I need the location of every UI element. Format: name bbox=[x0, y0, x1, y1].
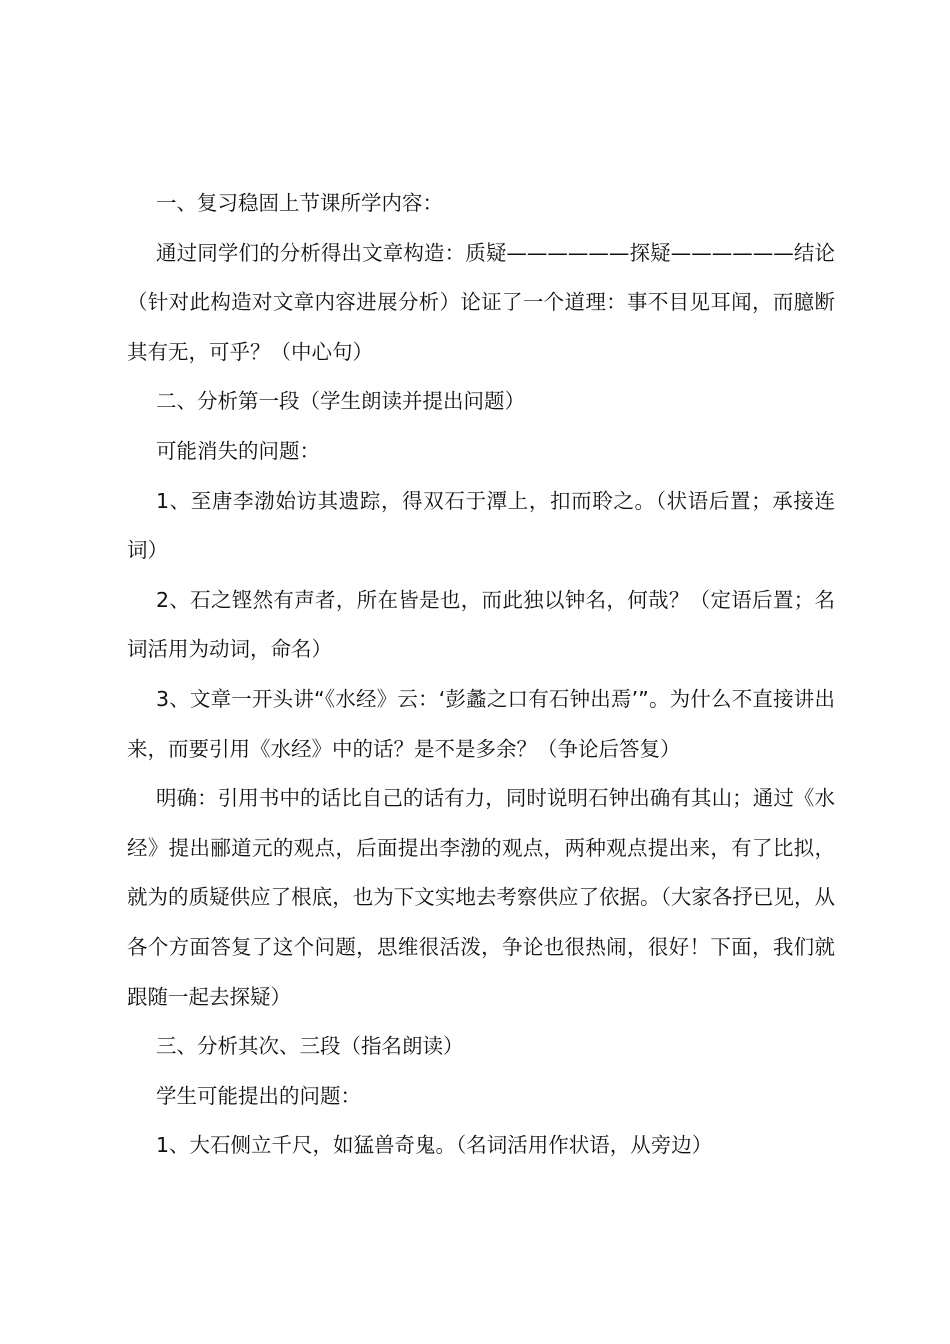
question-item-2: 2、石之铿然有声者，所在皆是也，而此独以钟名，何哉？（定语后置；名词活用为动词，命名） bbox=[127, 587, 835, 662]
question-item-3: 3、文章一开头讲“《水经》云：‘彭蠡之口有石钟出焉’”。为什么不直接讲出来，而要引用《水经》中的话？是不是多余？（争论后答复） bbox=[127, 686, 835, 761]
question-item-rock: 1、大石侧立千尺，如猛兽奇鬼。（名词活用作状语，从旁边） bbox=[156, 1133, 713, 1158]
section-heading-review: 一、复习稳固上节课所学内容： bbox=[156, 191, 443, 215]
section-heading-first-paragraph: 二、分析第一段（学生朗读并提出问题） bbox=[156, 389, 525, 414]
paragraph-clarification: 明确：引用书中的话比自己的话有力，同时说明石钟出确有其山；通过《水经》提出郦道元的观点，后面提出李渤的观点，两种观点提出来，有了比拟，就为的质疑供应了根底，也为下文实地去考察供应了依据。（大家各抒已见，从各个方面答复了这个问题，思维很活泼，争论也很热闹，很好！下面，我们就跟随一起去探疑） bbox=[127, 786, 835, 1009]
question-item-1: 1、至唐李渤始访其遗踪，得双石于潭上，扣而聆之。（状语后置；承接连词） bbox=[127, 488, 835, 563]
paragraph-structure: 通过同学们的分析得出文章构造：质疑——————探疑——————结论（针对此构造对文章内容进展分析）论证了一个道理：事不目见耳闻，而臆断其有无，可乎？（中心句） bbox=[127, 240, 835, 364]
paragraph-possible-questions: 可能消失的问题： bbox=[156, 438, 320, 463]
section-heading-second-third: 三、分析其次、三段（指名朗读） bbox=[156, 1034, 464, 1059]
document-body bbox=[127, 179, 835, 1171]
paragraph-student-questions: 学生可能提出的问题： bbox=[156, 1083, 361, 1108]
